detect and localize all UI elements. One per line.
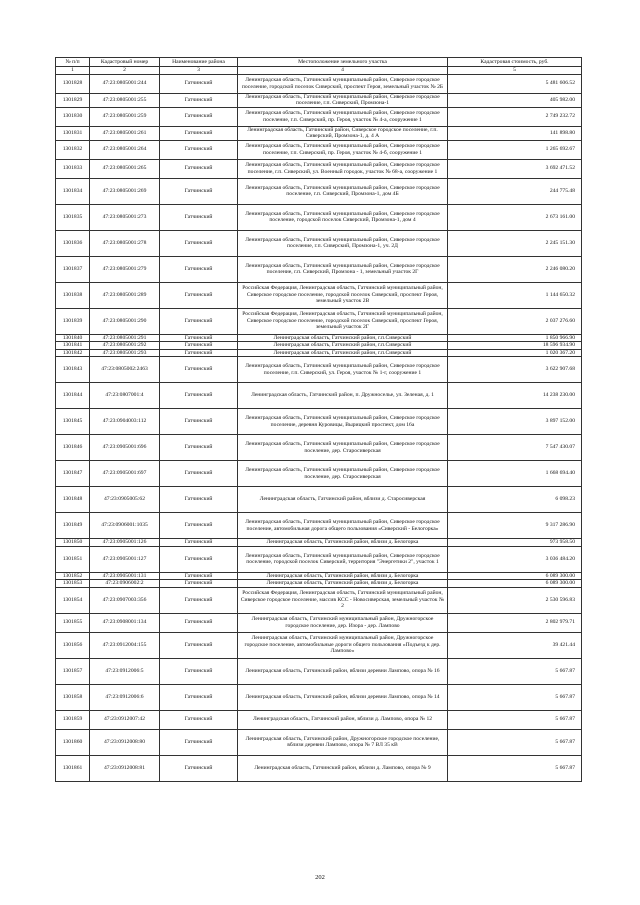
location-cell: Ленинградская область, Гатчинский район, вблизи д. Белогорка — [238, 572, 448, 580]
cadastral-table-container — [55, 57, 581, 782]
cadastral-value-table — [55, 57, 582, 782]
row-number-cell: 1301857 — [56, 658, 90, 684]
cadastral-value-cell: 1 144 650.32 — [448, 282, 582, 308]
row-number-cell: 1301861 — [56, 755, 90, 781]
header-district-name: Наименование района — [160, 58, 238, 67]
cadastral-value-cell: 6 089 300.00 — [448, 572, 582, 580]
row-number-cell: 1301829 — [56, 93, 90, 107]
row-number-cell: 1301828 — [56, 74, 90, 93]
location-cell: Ленинградская область, Гатчинский муниципальный район, Сиверское городское поселение, дер. Старосиверская — [238, 435, 448, 461]
table-row — [56, 349, 582, 357]
cadastral-value-cell: 6 089 300.00 — [448, 580, 582, 588]
cadastral-value-cell: 7 547 430.07 — [448, 435, 582, 461]
column-number: 4 — [238, 67, 448, 75]
cadastral-value-cell: 141 898.80 — [448, 126, 582, 140]
cadastral-value-cell: 9 317 286.90 — [448, 513, 582, 539]
cadastral-number-cell: 47:23:0805001:264 — [90, 140, 160, 159]
district-cell: Гатчинский — [160, 546, 238, 572]
table-header-row — [56, 58, 582, 67]
cadastral-number-cell: 47:23:0908001:134 — [90, 613, 160, 632]
district-cell: Гатчинский — [160, 710, 238, 729]
table-row — [56, 461, 582, 487]
table-row — [56, 159, 582, 178]
header-cadastral-number: Кадастровый номер — [90, 58, 160, 67]
cadastral-value-cell: 405 982.00 — [448, 93, 582, 107]
district-cell: Гатчинский — [160, 684, 238, 710]
location-cell: Ленинградская область, Гатчинский муниципальный район, Сиверское городское поселение, г.п. Сиверский, ул. Военный городок, участок № 68-а, сооружение 1 — [238, 159, 448, 178]
location-cell: Ленинградская область, Гатчинский район, вблизи д. Старосиверская — [238, 487, 448, 513]
table-row — [56, 178, 582, 204]
row-number-cell: 1301849 — [56, 513, 90, 539]
cadastral-number-cell: 47:23:0904003:112 — [90, 409, 160, 435]
cadastral-value-cell: 2 802 979.71 — [448, 613, 582, 632]
table-row — [56, 107, 582, 126]
district-cell: Гатчинский — [160, 282, 238, 308]
row-number-cell: 1301830 — [56, 107, 90, 126]
location-cell: Ленинградская область, Гатчинский район, п. Дружноселье, ул. Зеленая, д. 1 — [238, 383, 448, 409]
district-cell: Гатчинский — [160, 461, 238, 487]
cadastral-number-cell: 47:23:0912008:80 — [90, 729, 160, 755]
location-cell: Ленинградская область, Гатчинский муниципальный район, Сиверское городское поселение, автомобильная дорога общего пользования «Сиверский - Белогорка» — [238, 513, 448, 539]
row-number-cell: 1301847 — [56, 461, 90, 487]
location-cell: Ленинградская область, Гатчинский район, вблизи д. Лампово, опора № 12 — [238, 710, 448, 729]
cadastral-value-cell: 14 238 230.00 — [448, 383, 582, 409]
table-row — [56, 539, 582, 547]
district-cell: Гатчинский — [160, 308, 238, 334]
cadastral-value-cell: 1 850 966.90 — [448, 334, 582, 342]
cadastral-number-cell: 47:23:0805001:265 — [90, 159, 160, 178]
table-row — [56, 632, 582, 658]
location-cell: Российская Федерация, Ленинградская область, Гатчинский муниципальный район, Сиверское городское поселение, городской поселок Сиверский, проспект Героя, земельный участок 2В — [238, 282, 448, 308]
location-cell: Ленинградская область, Гатчинский муниципальный район, Сиверское городское поселение, городской поселок Сиверский, проспект Героя, земельный участок № 2Б — [238, 74, 448, 93]
location-cell: Ленинградская область, Гатчинский район, г.п.Сиверский — [238, 349, 448, 357]
district-cell: Гатчинский — [160, 487, 238, 513]
row-number-cell: 1301841 — [56, 342, 90, 350]
column-number-row — [56, 67, 582, 75]
cadastral-value-cell: 3 622 907.68 — [448, 357, 582, 383]
cadastral-value-cell: 6 098.23 — [448, 487, 582, 513]
cadastral-number-cell: 47:23:0805001:255 — [90, 93, 160, 107]
cadastral-number-cell: 47:23:0912007:42 — [90, 710, 160, 729]
table-row — [56, 613, 582, 632]
district-cell: Гатчинский — [160, 632, 238, 658]
table-row — [56, 230, 582, 256]
district-cell: Гатчинский — [160, 334, 238, 342]
table-row — [56, 74, 582, 93]
location-cell: Ленинградская область, Гатчинский район, Дружногорское городское поселение, вблизи деревни Лампово, опора № 7 ВЛ 35 кВ — [238, 729, 448, 755]
district-cell: Гатчинский — [160, 230, 238, 256]
location-cell: Ленинградская область, Гатчинский район, г.п.Сиверский — [238, 342, 448, 350]
table-row — [56, 513, 582, 539]
location-cell: Ленинградская область, Гатчинский район, вблизи д. Белогорка — [238, 580, 448, 588]
row-number-cell: 1301854 — [56, 587, 90, 613]
row-number-cell: 1301834 — [56, 178, 90, 204]
table-row — [56, 140, 582, 159]
district-cell: Гатчинский — [160, 178, 238, 204]
cadastral-number-cell: 47:23:0805001:273 — [90, 204, 160, 230]
row-number-cell: 1301845 — [56, 409, 90, 435]
row-number-cell: 1301856 — [56, 632, 90, 658]
location-cell: Ленинградская область, Гатчинский муниципальный район, Сиверское городское поселение, городской поселок Сиверский, Промзона-1, дом 4 — [238, 204, 448, 230]
cadastral-value-cell: 1 265 692.67 — [448, 140, 582, 159]
page-number: 202 — [315, 874, 325, 881]
district-cell: Гатчинский — [160, 93, 238, 107]
cadastral-number-cell: 47:23:0805001:269 — [90, 178, 160, 204]
district-cell: Гатчинский — [160, 140, 238, 159]
header-land-location: Местоположение земельного участка — [238, 58, 448, 67]
location-cell: Ленинградская область, Гатчинский муниципальный район, Сиверское городское поселение, дер. Старосиверская — [238, 461, 448, 487]
row-number-cell: 1301840 — [56, 334, 90, 342]
cadastral-value-cell: 3 036 484.20 — [448, 546, 582, 572]
cadastral-number-cell: 47:23:0805001:278 — [90, 230, 160, 256]
column-number: 2 — [90, 67, 160, 75]
row-number-cell: 1301836 — [56, 230, 90, 256]
location-cell: Ленинградская область, Гатчинский муниципальный район, Дружногорское городское поселение, автомобильные дороги общего пользования «Подъезд к дер. Лампово» — [238, 632, 448, 658]
cadastral-number-cell: 47:23:0905001:131 — [90, 572, 160, 580]
district-cell: Гатчинский — [160, 580, 238, 588]
location-cell: Ленинградская область, Гатчинский муниципальный район, Сиверское городское поселение, г.п. Сиверский, ул. Героя, участок № 1-г, сооружение 1 — [238, 357, 448, 383]
cadastral-value-cell: 5 667.87 — [448, 684, 582, 710]
row-number-cell: 1301838 — [56, 282, 90, 308]
cadastral-value-cell: 39 421.44 — [448, 632, 582, 658]
cadastral-value-cell: 2 530 596.83 — [448, 587, 582, 613]
cadastral-value-cell: 3 897 152.00 — [448, 409, 582, 435]
table-row — [56, 684, 582, 710]
district-cell: Гатчинский — [160, 357, 238, 383]
table-row — [56, 93, 582, 107]
cadastral-number-cell: 47:23:0805002:2463 — [90, 357, 160, 383]
cadastral-number-cell: 47:23:0912008:81 — [90, 755, 160, 781]
cadastral-value-cell: 5 667.87 — [448, 755, 582, 781]
district-cell: Гатчинский — [160, 587, 238, 613]
row-number-cell: 1301843 — [56, 357, 90, 383]
district-cell: Гатчинский — [160, 126, 238, 140]
district-cell: Гатчинский — [160, 159, 238, 178]
location-cell: Ленинградская область, Гатчинский район, вблизи д. Белогорка — [238, 539, 448, 547]
district-cell: Гатчинский — [160, 572, 238, 580]
table-row — [56, 729, 582, 755]
column-number: 1 — [56, 67, 90, 75]
table-row — [56, 256, 582, 282]
cadastral-number-cell: 47:23:0912006:5 — [90, 658, 160, 684]
cadastral-number-cell: 47:23:0805001:291 — [90, 334, 160, 342]
table-row — [56, 580, 582, 588]
location-cell: Ленинградская область, Гатчинский муниципальный район, Сиверское городское поселение, г.п. Сиверский, Промзона-1, уч. 2Д — [238, 230, 448, 256]
cadastral-number-cell: 47:23:0905001:696 — [90, 435, 160, 461]
header-cadastral-value: Кадастровая стоимость, руб. — [448, 58, 582, 67]
district-cell: Гатчинский — [160, 729, 238, 755]
row-number-cell: 1301853 — [56, 580, 90, 588]
table-row — [56, 357, 582, 383]
row-number-cell: 1301844 — [56, 383, 90, 409]
cadastral-number-cell: 47:23:0805001:290 — [90, 308, 160, 334]
cadastral-number-cell: 47:23:0805001:259 — [90, 107, 160, 126]
cadastral-number-cell: 47:23:0906001:1035 — [90, 513, 160, 539]
row-number-cell: 1301833 — [56, 159, 90, 178]
table-row — [56, 487, 582, 513]
district-cell: Гатчинский — [160, 204, 238, 230]
table-row — [56, 572, 582, 580]
district-cell: Гатчинский — [160, 513, 238, 539]
table-body — [56, 74, 582, 781]
table-row — [56, 587, 582, 613]
cadastral-number-cell: 47:23:0905001:126 — [90, 539, 160, 547]
location-cell: Ленинградская область, Гатчинский район, вблизи деревни Лампово, опора № 14 — [238, 684, 448, 710]
row-number-cell: 1301852 — [56, 572, 90, 580]
table-row — [56, 658, 582, 684]
location-cell: Ленинградская область, Гатчинский муниципальный район, Сиверское городское поселение, г.п. Сиверский, Промзона - 1, земельный участок 2Г — [238, 256, 448, 282]
cadastral-value-cell: 2 246 080.20 — [448, 256, 582, 282]
cadastral-value-cell: 244 775.48 — [448, 178, 582, 204]
cadastral-number-cell: 47:23:0905001:127 — [90, 546, 160, 572]
cadastral-number-cell: 47:23:0805001:279 — [90, 256, 160, 282]
row-number-cell: 1301831 — [56, 126, 90, 140]
table-row — [56, 383, 582, 409]
district-cell: Гатчинский — [160, 613, 238, 632]
cadastral-value-cell: 18 596 934.90 — [448, 342, 582, 350]
row-number-cell: 1301839 — [56, 308, 90, 334]
table-row — [56, 435, 582, 461]
cadastral-value-cell: 5 667.87 — [448, 729, 582, 755]
row-number-cell: 1301858 — [56, 684, 90, 710]
table-row — [56, 342, 582, 350]
table-row — [56, 334, 582, 342]
cadastral-number-cell: 47:23:0805001:292 — [90, 342, 160, 350]
cadastral-value-cell: 2 749 232.72 — [448, 107, 582, 126]
location-cell: Ленинградская область, Гатчинский район, вблизи д. Лампово, опора № 9 — [238, 755, 448, 781]
cadastral-number-cell: 47:23:0805001:244 — [90, 74, 160, 93]
row-number-cell: 1301859 — [56, 710, 90, 729]
location-cell: Ленинградская область, Гатчинский район, Сиверское городское поселение, г.п. Сиверский, Промзона-1, д. 4 А — [238, 126, 448, 140]
cadastral-value-cell: 1 020 367.20 — [448, 349, 582, 357]
column-number: 3 — [160, 67, 238, 75]
district-cell: Гатчинский — [160, 383, 238, 409]
row-number-cell: 1301860 — [56, 729, 90, 755]
row-number-cell: 1301846 — [56, 435, 90, 461]
table-row — [56, 204, 582, 230]
cadastral-number-cell: 47:23:0805001:261 — [90, 126, 160, 140]
cadastral-value-cell: 5 481 606.52 — [448, 74, 582, 93]
row-number-cell: 1301851 — [56, 546, 90, 572]
district-cell: Гатчинский — [160, 349, 238, 357]
cadastral-number-cell: 47:23:0907003:356 — [90, 587, 160, 613]
district-cell: Гатчинский — [160, 755, 238, 781]
cadastral-number-cell: 47:23:0912004:155 — [90, 632, 160, 658]
location-cell: Ленинградская область, Гатчинский район, вблизи деревни Лампово, опора № 16 — [238, 658, 448, 684]
location-cell: Ленинградская область, Гатчинский муниципальный район, Сиверское городское поселение, г.п. Сиверский, Промзона-1, дом 4Б — [238, 178, 448, 204]
cadastral-value-cell: 3 692 471.52 — [448, 159, 582, 178]
cadastral-value-cell: 5 667.87 — [448, 710, 582, 729]
district-cell: Гатчинский — [160, 539, 238, 547]
district-cell: Гатчинский — [160, 74, 238, 93]
row-number-cell: 1301835 — [56, 204, 90, 230]
table-row — [56, 282, 582, 308]
table-row — [56, 546, 582, 572]
district-cell: Гатчинский — [160, 658, 238, 684]
table-row — [56, 409, 582, 435]
row-number-cell: 1301837 — [56, 256, 90, 282]
district-cell: Гатчинский — [160, 107, 238, 126]
row-number-cell: 1301855 — [56, 613, 90, 632]
table-row — [56, 308, 582, 334]
cadastral-number-cell: 47:23:0805001:289 — [90, 282, 160, 308]
location-cell: Ленинградская область, Гатчинский муниципальный район, Сиверское городское поселение, г.п. Сиверский, Промзона-1 — [238, 93, 448, 107]
cadastral-value-cell: 2 673 161.00 — [448, 204, 582, 230]
district-cell: Гатчинский — [160, 409, 238, 435]
cadastral-number-cell: 47:23:0906002:2 — [90, 580, 160, 588]
cadastral-number-cell: 47:23:0905001:697 — [90, 461, 160, 487]
row-number-cell: 1301842 — [56, 349, 90, 357]
header-row-number: № п/п — [56, 58, 90, 67]
location-cell: Ленинградская область, Гатчинский муниципальный район, Сиверское городское поселение, г.п. Сиверский, пр. Героя, участок № 4-б, сооружение 1 — [238, 140, 448, 159]
cadastral-value-cell: 5 667.87 — [448, 658, 582, 684]
location-cell: Российская Федерация, Ленинградская область, Гатчинский муниципальный район, Сиверское городское поселение, массив КСС - Новосиверская, земельный участок № 2 — [238, 587, 448, 613]
cadastral-number-cell: 47:23:0807001:4 — [90, 383, 160, 409]
district-cell: Гатчинский — [160, 256, 238, 282]
cadastral-number-cell: 47:23:0805001:293 — [90, 349, 160, 357]
table-row — [56, 710, 582, 729]
row-number-cell: 1301832 — [56, 140, 90, 159]
location-cell: Ленинградская область, Гатчинский муниципальный район, Сиверское городское поселение, г.п. Сиверский, пр. Героя, участок № 4-а, сооружение 1 — [238, 107, 448, 126]
column-number: 5 — [448, 67, 582, 75]
cadastral-number-cell: 47:23:0905005:62 — [90, 487, 160, 513]
cadastral-value-cell: 2 245 151.30 — [448, 230, 582, 256]
location-cell: Российская Федерация, Ленинградская область, Гатчинский муниципальный район, Сиверское городское поселение, городской поселок Сиверский, проспект Героя, земельный участок 2Г — [238, 308, 448, 334]
district-cell: Гатчинский — [160, 435, 238, 461]
cadastral-value-cell: 2 037 276.60 — [448, 308, 582, 334]
location-cell: Ленинградская область, Гатчинский муниципальный район, Сиверское городское поселение, городской поселок Сиверский, территория "Энергетики 2", участок 1 — [238, 546, 448, 572]
table-row — [56, 126, 582, 140]
row-number-cell: 1301850 — [56, 539, 90, 547]
location-cell: Ленинградская область, Гатчинский муниципальный район, Сиверское городское поселение, деревня Куровицы, Вырицкий проспект, дом 16а — [238, 409, 448, 435]
table-row — [56, 755, 582, 781]
location-cell: Ленинградская область, Гатчинский район, г.п.Сиверский — [238, 334, 448, 342]
cadastral-number-cell: 47:23:0912006:6 — [90, 684, 160, 710]
cadastral-value-cell: 1 668 694.40 — [448, 461, 582, 487]
cadastral-value-cell: 973 958.50 — [448, 539, 582, 547]
location-cell: Ленинградская область, Гатчинский муниципальный район, Дружногорское городское поселение, дер. Изора - дер. Лампово — [238, 613, 448, 632]
row-number-cell: 1301848 — [56, 487, 90, 513]
district-cell: Гатчинский — [160, 342, 238, 350]
